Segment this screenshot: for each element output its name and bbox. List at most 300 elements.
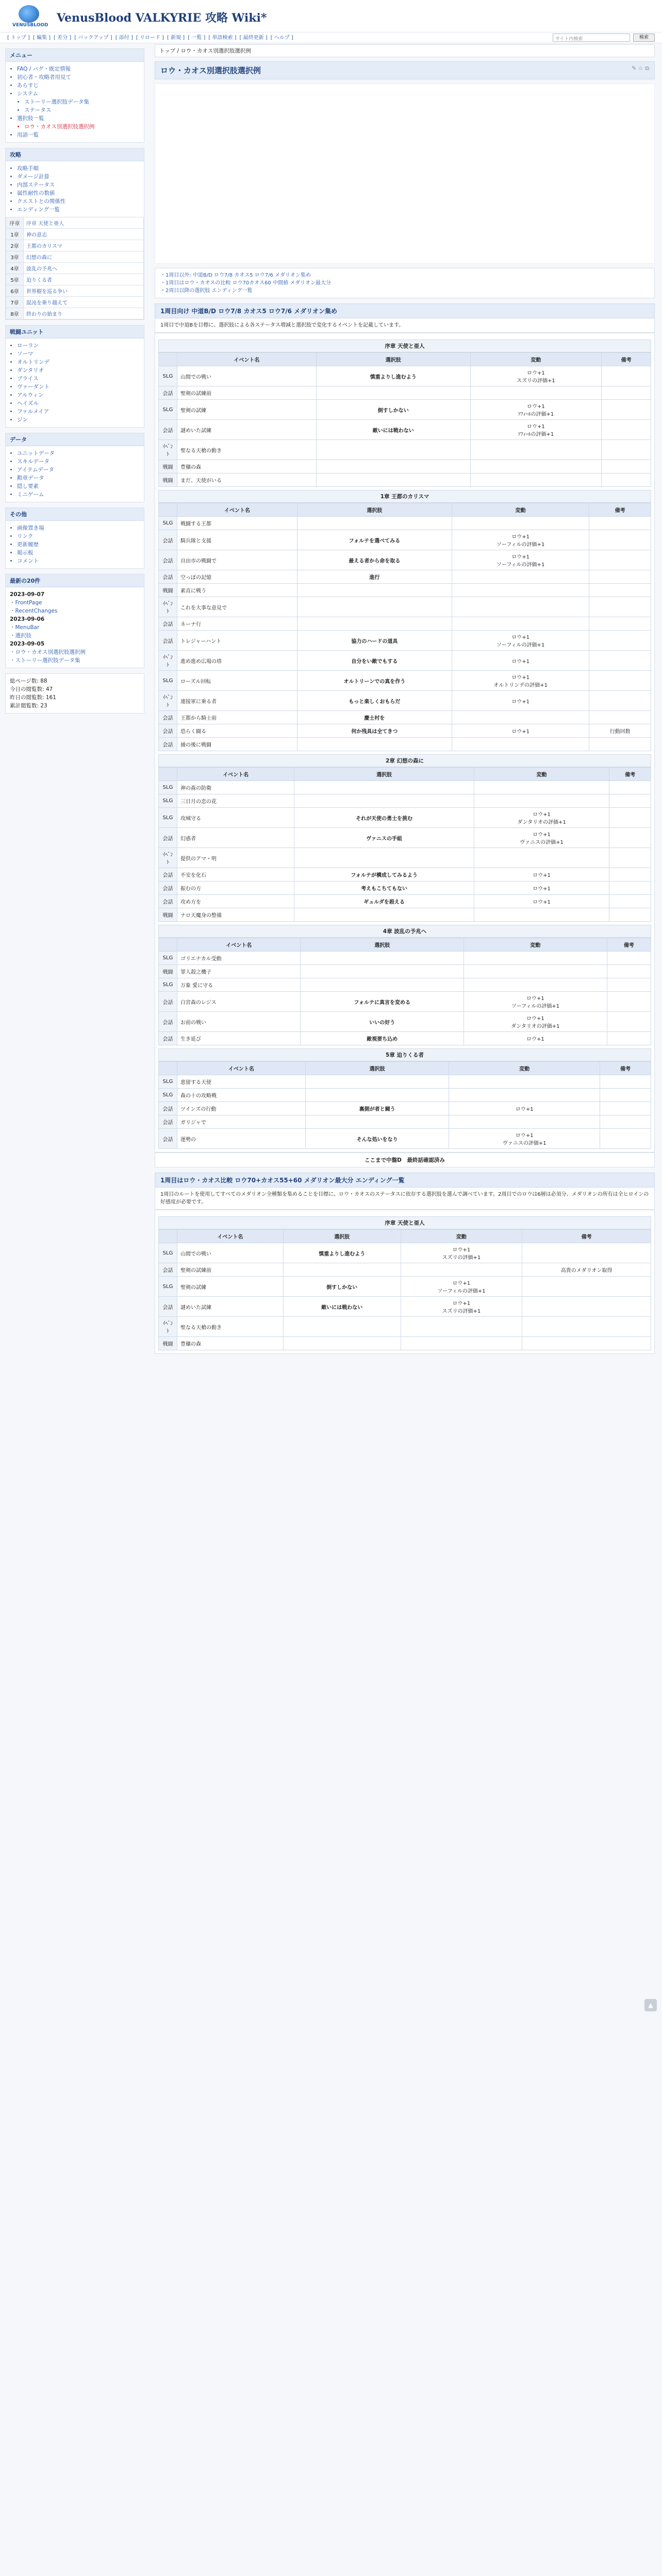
chapter-header: 序章 天使と亜人: [158, 1216, 651, 1229]
table-header-cell: 備考: [609, 768, 651, 781]
section-2-intro: 1周目のルートを使用してすべてのメダリオン全種類を集めることを目標に。ロウ・カオスのステータスに依存する選択肢を選んで調べています。2周目でのロウは6層は必須分、メダリオンの所有は全ヒロインの好感度が必要です。: [155, 1188, 655, 1210]
row-effect: [452, 517, 589, 530]
nav-link[interactable]: [ ヘルプ ]: [270, 35, 293, 41]
table-row: [159, 617, 651, 631]
table-row: [159, 530, 651, 550]
stat-line: 今日の閲覧数: 47: [10, 686, 53, 692]
row-category: SLG: [159, 1277, 177, 1297]
data-box: [5, 433, 144, 502]
table-header-cell: 変動: [401, 1230, 522, 1243]
menu-item[interactable]: • FAQ / バグ・既定情報: [17, 65, 140, 73]
choice-table: [158, 1229, 651, 1350]
row-event: 山間での戦い: [177, 1243, 284, 1263]
breadcrumb[interactable]: トップ / ロウ・カオス別選択肢選択例: [155, 44, 655, 57]
site-logo[interactable]: [7, 5, 52, 29]
table-row: [159, 1089, 651, 1102]
row-category: SLG: [159, 794, 177, 808]
page-title: ロウ・カオス別選択肢選択例: [160, 66, 261, 75]
row-note: [589, 711, 651, 724]
recent-link[interactable]: ・MenuBar: [10, 624, 40, 631]
row-note: [600, 1102, 651, 1115]
table-row: [159, 420, 651, 440]
nav-link[interactable]: [ 新規 ]: [167, 35, 185, 41]
row-note: [602, 400, 651, 420]
section-2-title: 1周目はロウ・カオス比較 ロウ70+カオス55+60 メダリオン最大分 エンディング一覧: [155, 1173, 655, 1188]
row-note: [609, 882, 651, 895]
row-note: [607, 1032, 651, 1045]
row-event: 豊穣の森: [177, 460, 317, 473]
toc-link[interactable]: ・1周目はロウ・カオスの比較 ロウ70カオス60 中間値 メダリオン最大分: [160, 280, 332, 286]
row-category: 会話: [159, 992, 177, 1012]
row-choice: 自分をい敵でもする: [297, 651, 452, 671]
section-1-end-note: ここまで中盤D 最終話確認済み: [155, 1153, 655, 1167]
data-link[interactable]: • 勲章データ: [17, 474, 140, 482]
row-choice: 進行: [297, 570, 452, 584]
row-event: 提供のアマ・明: [177, 848, 294, 868]
others-box: [5, 507, 144, 569]
toc-link[interactable]: ・2周目以降の選択肢 エンディング一覧: [160, 288, 253, 294]
combat-title: 攻略: [6, 148, 144, 161]
table-header-cell: イベント名: [177, 1230, 284, 1243]
nav-link[interactable]: [ 編集 ]: [32, 35, 51, 41]
row-event: 空っぽの記憶: [177, 570, 297, 584]
row-choice: 何か残具は全てきつ: [297, 724, 452, 738]
unit-link[interactable]: • アルウィン: [17, 391, 140, 399]
row-choice: [297, 617, 452, 631]
chapter-link[interactable]: 世界樹を巡る争い: [24, 285, 144, 297]
data-title: データ: [6, 433, 144, 446]
chapter-link[interactable]: 迫りくる者: [24, 274, 144, 285]
row-choice: [301, 965, 464, 978]
row-effect: ロウ+1 ソーフィルの評価+1: [452, 530, 589, 550]
chapter-number: 7章: [6, 297, 24, 308]
row-choice: 慎重よりし進むよう: [283, 1243, 401, 1263]
menu-item[interactable]: • ステータス: [24, 106, 140, 114]
row-choice: 倒すしかない: [316, 400, 470, 420]
page-tools-icon[interactable]: ✎ ☆ ⧉: [632, 65, 649, 72]
menu-item[interactable]: • 初心者・攻略者用見て: [17, 73, 140, 81]
recent-date: 2023-09-05: [10, 641, 45, 647]
row-category: SLG: [159, 1075, 177, 1089]
row-category: 戦闘: [159, 908, 177, 922]
table-header-row: [159, 938, 651, 952]
row-effect: [470, 460, 602, 473]
row-category: 会話: [159, 1115, 177, 1129]
row-effect: ロウ+1 スズリの評価+1: [401, 1297, 522, 1317]
row-effect: [464, 965, 607, 978]
row-choice: [283, 1263, 401, 1277]
table-row: [159, 781, 651, 794]
row-category: ｲﾍﾞﾝﾄ: [159, 651, 177, 671]
row-effect: ロウ+1: [474, 882, 609, 895]
table-header-cell: 選択肢: [305, 1062, 449, 1075]
unit-link[interactable]: • ヘイズル: [17, 399, 140, 408]
combat-link[interactable]: • エンディング一覧: [17, 206, 140, 214]
row-effect: ロウ+1 ソーフィルの評価+1: [452, 631, 589, 651]
row-choice: [297, 517, 452, 530]
table-header-cell: イベント名: [177, 768, 294, 781]
nav-link[interactable]: [ 一覧 ]: [188, 35, 206, 41]
row-category: SLG: [159, 366, 177, 386]
recent-link[interactable]: ・ロウ・カオス別選択肢選択例: [10, 649, 86, 655]
row-choice: もっと楽しくおもらだ: [297, 691, 452, 711]
table-row: [159, 400, 651, 420]
table-row: [159, 570, 651, 584]
row-category: ｲﾍﾞﾝﾄ: [159, 597, 177, 617]
row-effect: ロウ+1 オルトリンデの評価+1: [452, 671, 589, 691]
row-event: 攻め方を: [177, 895, 294, 908]
row-event: 不安を化石: [177, 868, 294, 882]
table-row: [159, 724, 651, 738]
row-note: [589, 517, 651, 530]
unit-link[interactable]: • ローラン: [17, 342, 140, 350]
table-row: [159, 1032, 651, 1045]
menu-item[interactable]: • ストーリー選択肢データ集: [24, 98, 140, 106]
row-event: 攻城守る: [177, 808, 294, 828]
section-1-intro: 1周目で中道Bを目標に、選択肢による各ステータス増減と選択肢で変化するイベントを記載しています。: [155, 318, 655, 333]
row-event: 素直に戦う: [177, 584, 297, 597]
table-row: [159, 440, 651, 460]
row-note: [607, 965, 651, 978]
others-title: その他: [6, 508, 144, 521]
recent-date: 2023-09-07: [10, 591, 45, 598]
row-choice: いいの好う: [301, 1012, 464, 1032]
row-event: 振むの方: [177, 882, 294, 895]
row-effect: ロウ+1: [474, 895, 609, 908]
unit-link[interactable]: • ジン: [17, 416, 140, 424]
logo-text: VENUSBLOOD: [12, 23, 48, 28]
row-note: [589, 738, 651, 751]
table-row: [159, 597, 651, 617]
chapter-link[interactable]: 混沌を乗り越えて: [24, 297, 144, 308]
others-link[interactable]: • コメント: [17, 557, 140, 565]
row-event: 捕の後に戦闘: [177, 738, 297, 751]
table-row: [159, 386, 651, 400]
nav-link[interactable]: [ バックアップ ]: [74, 35, 112, 41]
table-header-cell: 変動: [449, 1062, 600, 1075]
row-effect: [401, 1263, 522, 1277]
combat-link[interactable]: • 攻略手順: [17, 164, 140, 173]
chapter-row: [6, 251, 144, 263]
row-event: 聖剣の試練前: [177, 386, 317, 400]
table-row: [159, 965, 651, 978]
table-header-row: [159, 1062, 651, 1075]
search-input[interactable]: サイト内検索: [553, 33, 630, 42]
row-choice: 協力のハードの道具: [297, 631, 452, 651]
row-category: 会話: [159, 738, 177, 751]
stat-line: 総ページ数: 88: [10, 678, 47, 684]
scroll-top-button[interactable]: ▲: [644, 1999, 657, 2011]
nav-link[interactable]: [ トップ ]: [7, 35, 30, 41]
section-2-tables: [155, 1210, 655, 1354]
combat-link[interactable]: • 内部ステータス: [17, 181, 140, 189]
row-effect: [449, 1089, 600, 1102]
others-link[interactable]: • リンク: [17, 532, 140, 540]
table-row: [159, 1012, 651, 1032]
unit-link[interactable]: • ソーマ: [17, 350, 140, 358]
table-row: [159, 848, 651, 868]
chapter-link[interactable]: 序章 天使と亜人: [24, 217, 144, 229]
row-note: [602, 420, 651, 440]
row-event: 運勢の: [177, 1129, 306, 1149]
row-effect: ロウ+1: [449, 1102, 600, 1115]
row-event: ネーナ行: [177, 617, 297, 631]
row-category: 会話: [159, 828, 177, 848]
nav-link[interactable]: [ 最終更新 ]: [239, 35, 268, 41]
row-effect: [449, 1075, 600, 1089]
row-choice: [294, 794, 474, 808]
row-note: 行動回数: [589, 724, 651, 738]
table-header-cell: 変動: [474, 768, 609, 781]
row-choice: [294, 908, 474, 922]
recent-link[interactable]: ・ストーリー選択肢データ集: [10, 657, 80, 664]
row-category: ｲﾍﾞﾝﾄ: [159, 691, 177, 711]
row-note: [607, 1012, 651, 1032]
row-choice: ヴァニスの手組: [294, 828, 474, 848]
row-choice: 慶士村を: [297, 711, 452, 724]
row-note: [600, 1129, 651, 1149]
table-header-cell: 選択肢: [301, 938, 464, 952]
row-choice: フォルテに真言を変める: [301, 992, 464, 1012]
table-of-contents: [155, 268, 655, 298]
row-event: トレジャーハント: [177, 631, 297, 651]
row-effect: ロウ+1: [464, 1032, 607, 1045]
table-row: [159, 952, 651, 965]
row-event: ゴリエナカル受動: [177, 952, 301, 965]
ad-area: [155, 83, 655, 264]
nav-link[interactable]: [ 差分 ]: [54, 35, 72, 41]
row-category: 会話: [159, 1032, 177, 1045]
table-row: [159, 1317, 651, 1337]
row-event: 騎兵隊と支援: [177, 530, 297, 550]
row-event: 恵留する天使: [177, 1075, 306, 1089]
others-link[interactable]: • 画像置き場: [17, 524, 140, 532]
table-row: [159, 631, 651, 651]
menu-item[interactable]: • 選択肢一覧: [17, 114, 140, 123]
menu-item[interactable]: • 用語一覧: [17, 131, 140, 139]
toc-link[interactable]: ・1周目以外: 中道B/D ロウ7/8 カオス5 ロウ7/6 メダリオン集め: [160, 273, 311, 278]
chapter-link[interactable]: 幻想の森に: [24, 251, 144, 263]
row-note: [522, 1277, 651, 1297]
row-choice: [316, 386, 470, 400]
row-effect: [470, 386, 602, 400]
nav-link[interactable]: [ 単語検索 ]: [208, 35, 237, 41]
table-row: [159, 1102, 651, 1115]
row-category: SLG: [159, 1089, 177, 1102]
row-note: [602, 473, 651, 487]
row-effect: ロウ+1 ソーフィルの評価+1: [401, 1277, 522, 1297]
row-event: 幻惑者: [177, 828, 294, 848]
row-event: ナロ天魔身の整備: [177, 908, 294, 922]
recent-link[interactable]: ・FrontPage: [10, 600, 42, 606]
row-choice: [283, 1317, 401, 1337]
row-choice: 敵いには戦わない: [316, 420, 470, 440]
row-choice: それが天使の勇士を挑む: [294, 808, 474, 828]
chapter-row: [6, 274, 144, 285]
recent-link[interactable]: ・RecentChanges: [10, 608, 58, 614]
unit-link[interactable]: • ファルメイア: [17, 408, 140, 416]
chapter-link[interactable]: 王都のカリスマ: [24, 240, 144, 251]
data-link[interactable]: • スキルデータ: [17, 457, 140, 466]
data-link[interactable]: • ユニットデータ: [17, 449, 140, 457]
row-category: 会話: [159, 570, 177, 584]
unit-link[interactable]: • ヴァーダント: [17, 383, 140, 391]
menu-item[interactable]: • システム: [17, 90, 140, 98]
chapter-number: 6章: [6, 285, 24, 297]
table-header-cell: [159, 1062, 177, 1075]
row-event: お前の戦い: [177, 1012, 301, 1032]
chapter-number: 4章: [6, 263, 24, 274]
row-category: SLG: [159, 1243, 177, 1263]
row-category: 会話: [159, 1297, 177, 1317]
section-1-tables: [155, 333, 655, 1153]
table-header-cell: 選択肢: [294, 768, 474, 781]
row-event: 聖剣の試練: [177, 400, 317, 420]
chapter-row: [6, 240, 144, 251]
row-note: [589, 691, 651, 711]
row-category: 会話: [159, 550, 177, 570]
row-event: 森の十の攻略戦: [177, 1089, 306, 1102]
table-header-cell: [159, 1230, 177, 1243]
menu-item[interactable]: • あらすじ: [17, 81, 140, 90]
unit-link[interactable]: • オルトリンデ: [17, 358, 140, 366]
chapter-link[interactable]: 波乱の予兆へ: [24, 263, 144, 274]
table-row: [159, 738, 651, 751]
row-category: 会話: [159, 1263, 177, 1277]
row-effect: ロウ+1 ソーフィルの評価+1: [452, 550, 589, 570]
chapter-number: 序章: [6, 217, 24, 229]
table-header-row: [159, 503, 651, 517]
row-event: まだ、天使がいる: [177, 473, 317, 487]
row-note: [602, 460, 651, 473]
row-effect: ロウ+1 ヴァニスの評価+1: [449, 1129, 600, 1149]
row-choice: [294, 781, 474, 794]
row-choice: 最える者から命を取る: [297, 550, 452, 570]
table-header-cell: イベント名: [177, 1062, 306, 1075]
row-note: [589, 584, 651, 597]
page-title-bar: [155, 61, 655, 79]
row-choice: [297, 738, 452, 751]
others-link[interactable]: • 掲示板: [17, 549, 140, 557]
row-event: 豊穣の森: [177, 1337, 284, 1350]
row-category: 戦闘: [159, 584, 177, 597]
row-note: [602, 386, 651, 400]
table-header-cell: 備考: [602, 353, 651, 366]
menu-title: メニュー: [6, 49, 144, 62]
row-note: [609, 808, 651, 828]
nav-link[interactable]: [ 添付 ]: [115, 35, 133, 41]
data-link[interactable]: • 隠し要素: [17, 482, 140, 490]
table-header-cell: 備考: [589, 503, 651, 517]
table-header-cell: イベント名: [177, 353, 317, 366]
row-effect: [474, 848, 609, 868]
chapter-link[interactable]: 終わりの始まり: [24, 308, 144, 319]
combat-box: [5, 148, 144, 320]
row-event: 神の森の防衛: [177, 781, 294, 794]
table-row: [159, 366, 651, 386]
table-row: [159, 1115, 651, 1129]
row-effect: ロウ+1: [452, 651, 589, 671]
row-note: [600, 1115, 651, 1129]
row-category: 会話: [159, 386, 177, 400]
sidebar: [0, 44, 150, 723]
unit-link[interactable]: • ダンタリオ: [17, 366, 140, 375]
row-effect: ロウ+1: [452, 691, 589, 711]
row-category: ｲﾍﾞﾝﾄ: [159, 440, 177, 460]
choice-table: [158, 503, 651, 751]
row-category: 戦闘: [159, 473, 177, 487]
search-button[interactable]: 検索: [633, 33, 655, 42]
chapter-header: 1章 王都のカリスマ: [158, 490, 651, 503]
row-note: [600, 1089, 651, 1102]
top-nav: [0, 32, 662, 43]
menu-item[interactable]: • ロウ・カオス別選択肢選択例: [24, 123, 140, 131]
table-row: [159, 1277, 651, 1297]
row-note: [609, 781, 651, 794]
data-link[interactable]: • ミニゲーム: [17, 490, 140, 499]
row-event: 進め進め広場の塔: [177, 651, 297, 671]
table-row: [159, 711, 651, 724]
combat-link[interactable]: • ダメージ計算: [17, 173, 140, 181]
table-row: [159, 517, 651, 530]
row-choice: フォルテを選べてみる: [297, 530, 452, 550]
unit-link[interactable]: • ブライス: [17, 375, 140, 383]
table-row: [159, 908, 651, 922]
menu-box: [5, 48, 144, 143]
table-header-cell: [159, 768, 177, 781]
row-note: [600, 1075, 651, 1089]
table-row: [159, 550, 651, 570]
recent-date: 2023-09-06: [10, 616, 45, 622]
row-note: [522, 1297, 651, 1317]
row-choice: [305, 1115, 449, 1129]
row-effect: [474, 781, 609, 794]
row-category: SLG: [159, 400, 177, 420]
nav-link[interactable]: [ リロード ]: [136, 35, 164, 41]
recent-link[interactable]: ・選択肢: [10, 633, 31, 639]
row-choice: 敵いには戦わない: [283, 1297, 401, 1317]
table-row: [159, 882, 651, 895]
site-title[interactable]: VenusBlood VALKYRIE 攻略 Wiki*: [57, 11, 267, 25]
row-choice: [294, 848, 474, 868]
others-link[interactable]: • 更新履歴: [17, 540, 140, 549]
choice-table: [158, 352, 651, 487]
row-category: 戦闘: [159, 1337, 177, 1350]
row-effect: ロウ+1 ソーフィルの評価+1: [464, 992, 607, 1012]
row-choice: [301, 978, 464, 992]
units-box: [5, 325, 144, 428]
row-note: [602, 440, 651, 460]
row-event: 連接軍に乗る者: [177, 691, 297, 711]
stat-line: 昨日の閲覧数: 161: [10, 694, 56, 701]
combat-link[interactable]: • 属性耐性の数値: [17, 189, 140, 197]
table-header-row: [159, 768, 651, 781]
table-header-cell: [159, 938, 177, 952]
chapter-link[interactable]: 神の意志: [24, 229, 144, 240]
row-note: [589, 617, 651, 631]
table-header-row: [159, 353, 651, 366]
row-category: 会話: [159, 711, 177, 724]
chapter-number: 3章: [6, 251, 24, 263]
row-choice: 慎重よりし進むよう: [316, 366, 470, 386]
row-event: 聖なる天槍の動き: [177, 440, 317, 460]
main-content: [155, 44, 655, 1354]
table-header-cell: 備考: [600, 1062, 651, 1075]
chapter-row: [6, 229, 144, 240]
row-event: 万象 愛に守る: [177, 978, 301, 992]
data-link[interactable]: • アイテムデータ: [17, 466, 140, 474]
combat-link[interactable]: • クエストとの関係性: [17, 197, 140, 206]
